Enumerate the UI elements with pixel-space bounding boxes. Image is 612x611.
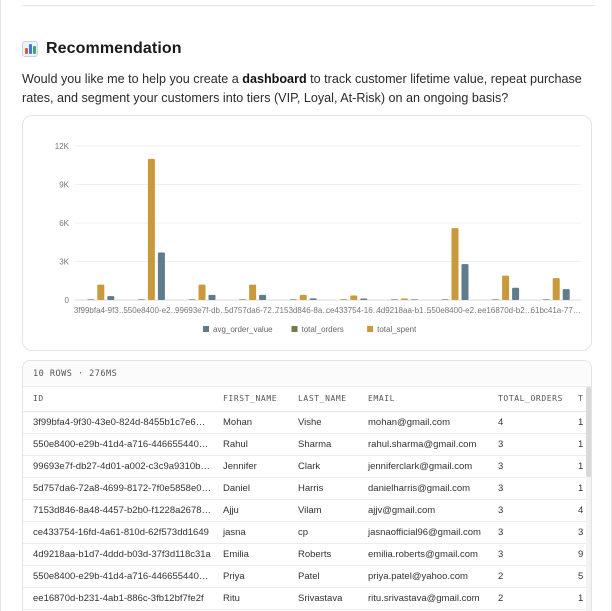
recommendation-text	[22, 70, 597, 108]
table-cell-id: 550e8400-e29b-41d4-a716-446655440…	[23, 565, 213, 587]
bar-total_spent	[199, 285, 206, 300]
table-cell-t: 3	[568, 521, 589, 543]
bar-total_orders	[189, 299, 196, 300]
legend-label-total_orders: total_orders	[301, 325, 344, 334]
x-tick-label: 4d9218aa-b1…	[376, 306, 432, 315]
bar-chart	[23, 116, 593, 352]
table-cell-t: 1	[568, 455, 589, 477]
table-cell-t: 1	[568, 433, 589, 455]
bar-total_orders	[442, 299, 449, 300]
table-cell-id: 7153d846-8a48-4457-b2b0-f1228a2678…	[23, 499, 213, 521]
bar-total_orders	[492, 299, 499, 300]
bar-avg_order_value	[512, 288, 519, 300]
bar-total_spent	[300, 295, 307, 300]
bar-total_orders	[239, 299, 246, 300]
bar-avg_order_value	[563, 289, 570, 300]
bar-total_spent	[97, 285, 104, 300]
table-cell-email: jenniferclark@gmail.com	[358, 455, 488, 477]
column-header-t[interactable]: T	[568, 387, 589, 411]
bar-avg_order_value	[411, 299, 418, 300]
x-tick-label: 3f99bfa4-9f3…	[73, 306, 127, 315]
bar-avg_order_value	[107, 296, 114, 300]
y-tick-label: 0	[64, 296, 69, 305]
table-cell-last_name: Vilam	[288, 499, 358, 521]
table-cell-last_name: Roberts	[288, 543, 358, 565]
bar-total_orders	[138, 299, 145, 300]
table-cell-t: 4	[568, 499, 589, 521]
text-segment: to track customer lifetime value, repeat purchase rates, and segment your customers into tiers (VIP, Loyal, At-Risk) on an ongoing basis?	[22, 72, 582, 105]
table-cell-t: 9	[568, 543, 589, 565]
divider	[22, 5, 595, 6]
bar-avg_order_value	[259, 295, 266, 300]
table-cell-first_name: jasna	[213, 521, 288, 543]
table-cell-first_name: Priya	[213, 565, 288, 587]
y-tick-label: 9K	[59, 180, 69, 190]
table-cell-total_orders: 3	[488, 455, 568, 477]
x-tick-label: 99693e7f-db…	[175, 306, 228, 315]
bar-total_spent	[401, 298, 408, 300]
x-tick-label: 61bc41a-77…	[530, 306, 581, 315]
column-header-email[interactable]: EMAIL	[358, 387, 488, 411]
table-cell-last_name: Sharma	[288, 433, 358, 455]
table-cell-last_name: Harris	[288, 477, 358, 499]
table-cell-email: ajjv@gmail.com	[358, 499, 488, 521]
table-row[interactable]	[23, 455, 589, 477]
table-cell-id: ce433754-16fd-4a61-810d-62f573dd1649	[23, 521, 213, 543]
table-cell-email: ritu.srivastava@gmail.com	[358, 587, 488, 609]
recommendation-title: Recommendation	[46, 40, 182, 57]
table-cell-t: 5	[568, 565, 589, 587]
recommendation-heading	[22, 40, 182, 58]
bar-total_spent	[148, 159, 155, 300]
table-cell-last_name: Clark	[288, 455, 358, 477]
bar-total_spent	[553, 278, 560, 300]
x-tick-label: 5d757da6-72…	[224, 306, 280, 315]
table-cell-total_orders: 4	[488, 411, 568, 433]
table-cell-id: 3f99bfa4-9f30-43e0-824d-8455b1c7e6…	[23, 411, 213, 433]
table-cell-email: rahul.sharma@gmail.com	[358, 433, 488, 455]
table-cell-email: danielharris@gmail.com	[358, 477, 488, 499]
table-cell-total_orders: 3	[488, 477, 568, 499]
table-cell-id: 550e8400-e29b-41d4-a716-446655440…	[23, 433, 213, 455]
table-meta: 10 ROWS · 276MS	[23, 361, 591, 387]
table-cell-first_name: Jennifer	[213, 455, 288, 477]
table-row[interactable]	[23, 565, 589, 587]
table-cell-email: priya.patel@yahoo.com	[358, 565, 488, 587]
table-cell-t: 1	[568, 477, 589, 499]
table-row[interactable]	[23, 543, 589, 565]
table-row[interactable]	[23, 499, 589, 521]
table-scroll-area[interactable]	[23, 387, 589, 610]
results-table-card	[22, 360, 592, 611]
table-cell-total_orders: 3	[488, 543, 568, 565]
bar-total_orders	[340, 299, 347, 300]
table-cell-t: 1	[568, 411, 589, 433]
bar-avg_order_value	[462, 264, 469, 300]
table-cell-id: 99693e7f-db27-4d01-a002-c3c9a9310b…	[23, 455, 213, 477]
table-cell-last_name: Vishe	[288, 411, 358, 433]
table-row[interactable]	[23, 411, 589, 433]
table-cell-total_orders: 3	[488, 433, 568, 455]
table-header-row	[23, 387, 589, 411]
column-header-first_name[interactable]: FIRST_NAME	[213, 387, 288, 411]
bar-total_orders	[543, 299, 550, 300]
table-cell-email: jasnaofficial96@gmail.com	[358, 521, 488, 543]
chart-card	[22, 115, 592, 351]
table-cell-first_name: Rahul	[213, 433, 288, 455]
table-cell-first_name: Daniel	[213, 477, 288, 499]
table-cell-t: 1	[568, 587, 589, 609]
legend-label-total_spent: total_spent	[377, 325, 417, 334]
y-tick-label: 3K	[59, 257, 69, 267]
table-cell-last_name: cp	[288, 521, 358, 543]
table-cell-total_orders: 2	[488, 587, 568, 609]
bar-avg_order_value	[310, 298, 317, 300]
table-row[interactable]	[23, 521, 589, 543]
table-cell-email: mohan@gmail.com	[358, 411, 488, 433]
column-header-last_name[interactable]: LAST_NAME	[288, 387, 358, 411]
table-cell-total_orders: 3	[488, 499, 568, 521]
vertical-scrollbar[interactable]	[586, 387, 591, 611]
bar-avg_order_value	[360, 298, 367, 300]
x-tick-label: 7153d846-8a…	[275, 306, 331, 315]
bar-avg_order_value	[209, 295, 216, 300]
x-tick-label: 550e8400-e2…	[123, 306, 179, 315]
table-row[interactable]	[23, 587, 589, 609]
table-cell-last_name: Srivastava	[288, 587, 358, 609]
bar-avg_order_value	[158, 253, 165, 300]
table-cell-last_name: Patel	[288, 565, 358, 587]
table-body	[23, 411, 589, 609]
y-tick-label: 6K	[59, 219, 69, 228]
x-tick-label: 550e8400-e2…	[426, 306, 483, 315]
bar-chart-icon	[22, 41, 38, 57]
table-cell-id: 4d9218aa-b1d7-4ddd-b03d-37f3d118c31a	[23, 543, 213, 565]
table-cell-first_name: Mohan	[213, 411, 288, 433]
column-header-total_orders[interactable]: TOTAL_ORDERS	[488, 387, 568, 411]
legend-swatch-total_spent	[367, 326, 373, 332]
table-cell-first_name: Ajju	[213, 499, 288, 521]
y-tick-label: 12K	[54, 142, 69, 151]
column-header-id[interactable]: ID	[23, 387, 213, 411]
bar-total_orders	[290, 299, 297, 300]
x-tick-label: ee16870d-b2…	[477, 306, 533, 315]
table-row[interactable]	[23, 433, 589, 455]
table-cell-id: 5d757da6-72a8-4699-8172-7f0e5858e0…	[23, 477, 213, 499]
table-row[interactable]	[23, 477, 589, 499]
legend-label-avg_order_value: avg_order_value	[213, 325, 273, 334]
bar-total_spent	[452, 228, 459, 300]
bar-total_orders	[391, 299, 398, 300]
bar-total_orders	[87, 299, 94, 300]
bar-total_spent	[350, 296, 357, 300]
text-bold-dashboard: dashboard	[242, 72, 307, 86]
x-tick-label: ce433754-16…	[325, 306, 381, 315]
table-cell-total_orders: 3	[488, 521, 568, 543]
table-cell-first_name: Ritu	[213, 587, 288, 609]
table-cell-first_name: Emilia	[213, 543, 288, 565]
bar-total_spent	[502, 276, 509, 300]
bar-total_spent	[249, 285, 256, 300]
results-table	[23, 387, 589, 610]
legend-swatch-total_orders	[292, 326, 298, 332]
table-cell-id: ee16870d-b231-4ab1-886c-3fb12bf7fe2f	[23, 587, 213, 609]
legend-swatch-avg_order_value	[203, 326, 209, 332]
text-segment: Would you like me to help you create a	[22, 72, 243, 86]
table-cell-email: emilia.roberts@gmail.com	[358, 543, 488, 565]
table-cell-total_orders: 2	[488, 565, 568, 587]
